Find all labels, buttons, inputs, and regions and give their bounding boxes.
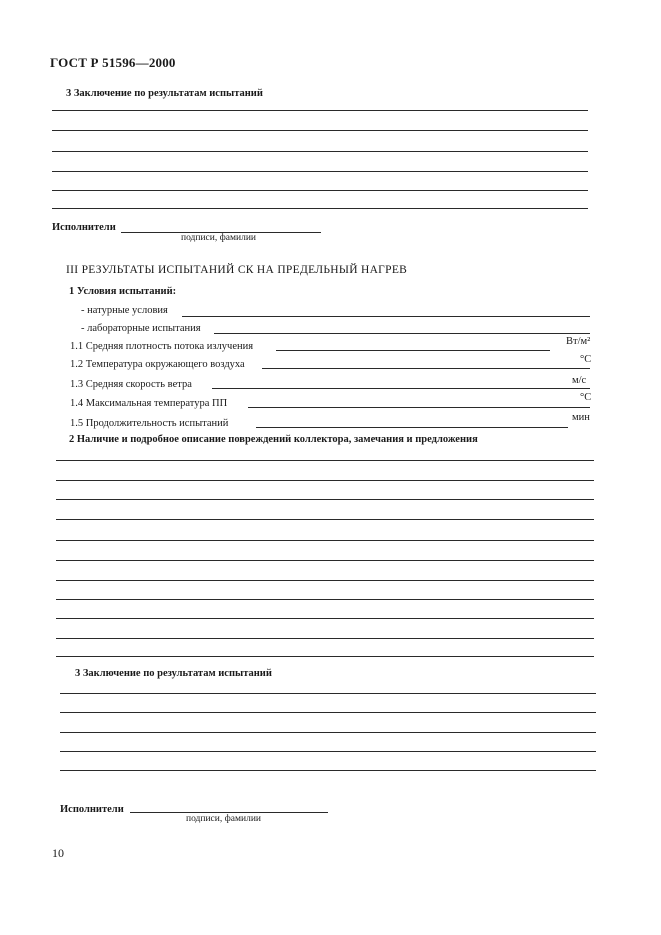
field-line-1-5 [256, 427, 568, 428]
field-label-1-2: 1.2 Температура окружающего воздуха [70, 359, 245, 370]
page-number: 10 [52, 846, 64, 860]
blank-line [56, 618, 594, 619]
blank-line [56, 499, 594, 500]
blank-line [56, 599, 594, 600]
conclusion-title-top: 3 Заключение по результатам испытаний [66, 88, 263, 99]
natural-conditions-line [182, 316, 590, 317]
blank-line [52, 151, 588, 152]
natural-conditions-label: - натурные условия [81, 305, 168, 316]
blank-line [60, 732, 596, 733]
blank-line [56, 480, 594, 481]
blank-line [52, 110, 588, 111]
blank-line [60, 712, 596, 713]
signature-caption-top: подписи, фамилии [181, 233, 256, 243]
field-label-1-1: 1.1 Средняя плотность потока излучения [70, 341, 254, 352]
signature-line-bottom [130, 812, 328, 813]
blank-line [56, 638, 594, 639]
field-label-1-4: 1.4 Максимальная температура ПП [70, 398, 228, 409]
conclusion-title-bottom: 3 Заключение по результатам испытаний [75, 668, 272, 679]
blank-line [56, 560, 594, 561]
field-line-1-4 [248, 407, 590, 408]
conditions-title: 1 Условия испытаний: [69, 286, 177, 297]
unit-celsius: °C [580, 354, 592, 365]
lab-tests-label: - лабораторные испытания [81, 323, 201, 334]
blank-line [56, 519, 594, 520]
unit-minutes: мин [572, 412, 590, 423]
blank-line [60, 693, 596, 694]
blank-line [56, 460, 594, 461]
executors-label-bottom: Исполнители [60, 804, 124, 815]
blank-line [52, 190, 588, 191]
field-line-1-3 [212, 388, 590, 389]
lab-tests-line [214, 333, 590, 334]
blank-line [60, 751, 596, 752]
field-label-1-5: 1.5 Продолжительность испытаний [70, 418, 229, 429]
field-label-1-3: 1.3 Средняя скорость ветра [70, 379, 192, 390]
field-line-1-2 [262, 368, 590, 369]
unit-celsius-2: °C [580, 392, 592, 403]
blank-line [60, 770, 596, 771]
blank-line [56, 580, 594, 581]
section-iii-title: III РЕЗУЛЬТАТЫ ИСПЫТАНИЙ СК НА ПРЕДЕЛЬНЫЙ НАГРЕВ [66, 264, 408, 276]
blank-line [56, 540, 594, 541]
blank-line [56, 656, 594, 657]
blank-line [52, 171, 588, 172]
field-line-1-1 [276, 350, 550, 351]
blank-line [52, 208, 588, 209]
unit-speed: м/с [572, 375, 587, 386]
unit-power-density: Вт/м² [566, 336, 591, 347]
blank-line [52, 130, 588, 131]
standard-code: ГОСТ Р 51596—2000 [50, 55, 176, 70]
damage-title: 2 Наличие и подробное описание повреждений коллектора, замечания и предложения [69, 434, 478, 445]
signature-caption-bottom: подписи, фамилии [186, 814, 261, 824]
executors-label-top: Исполнители [52, 222, 116, 233]
